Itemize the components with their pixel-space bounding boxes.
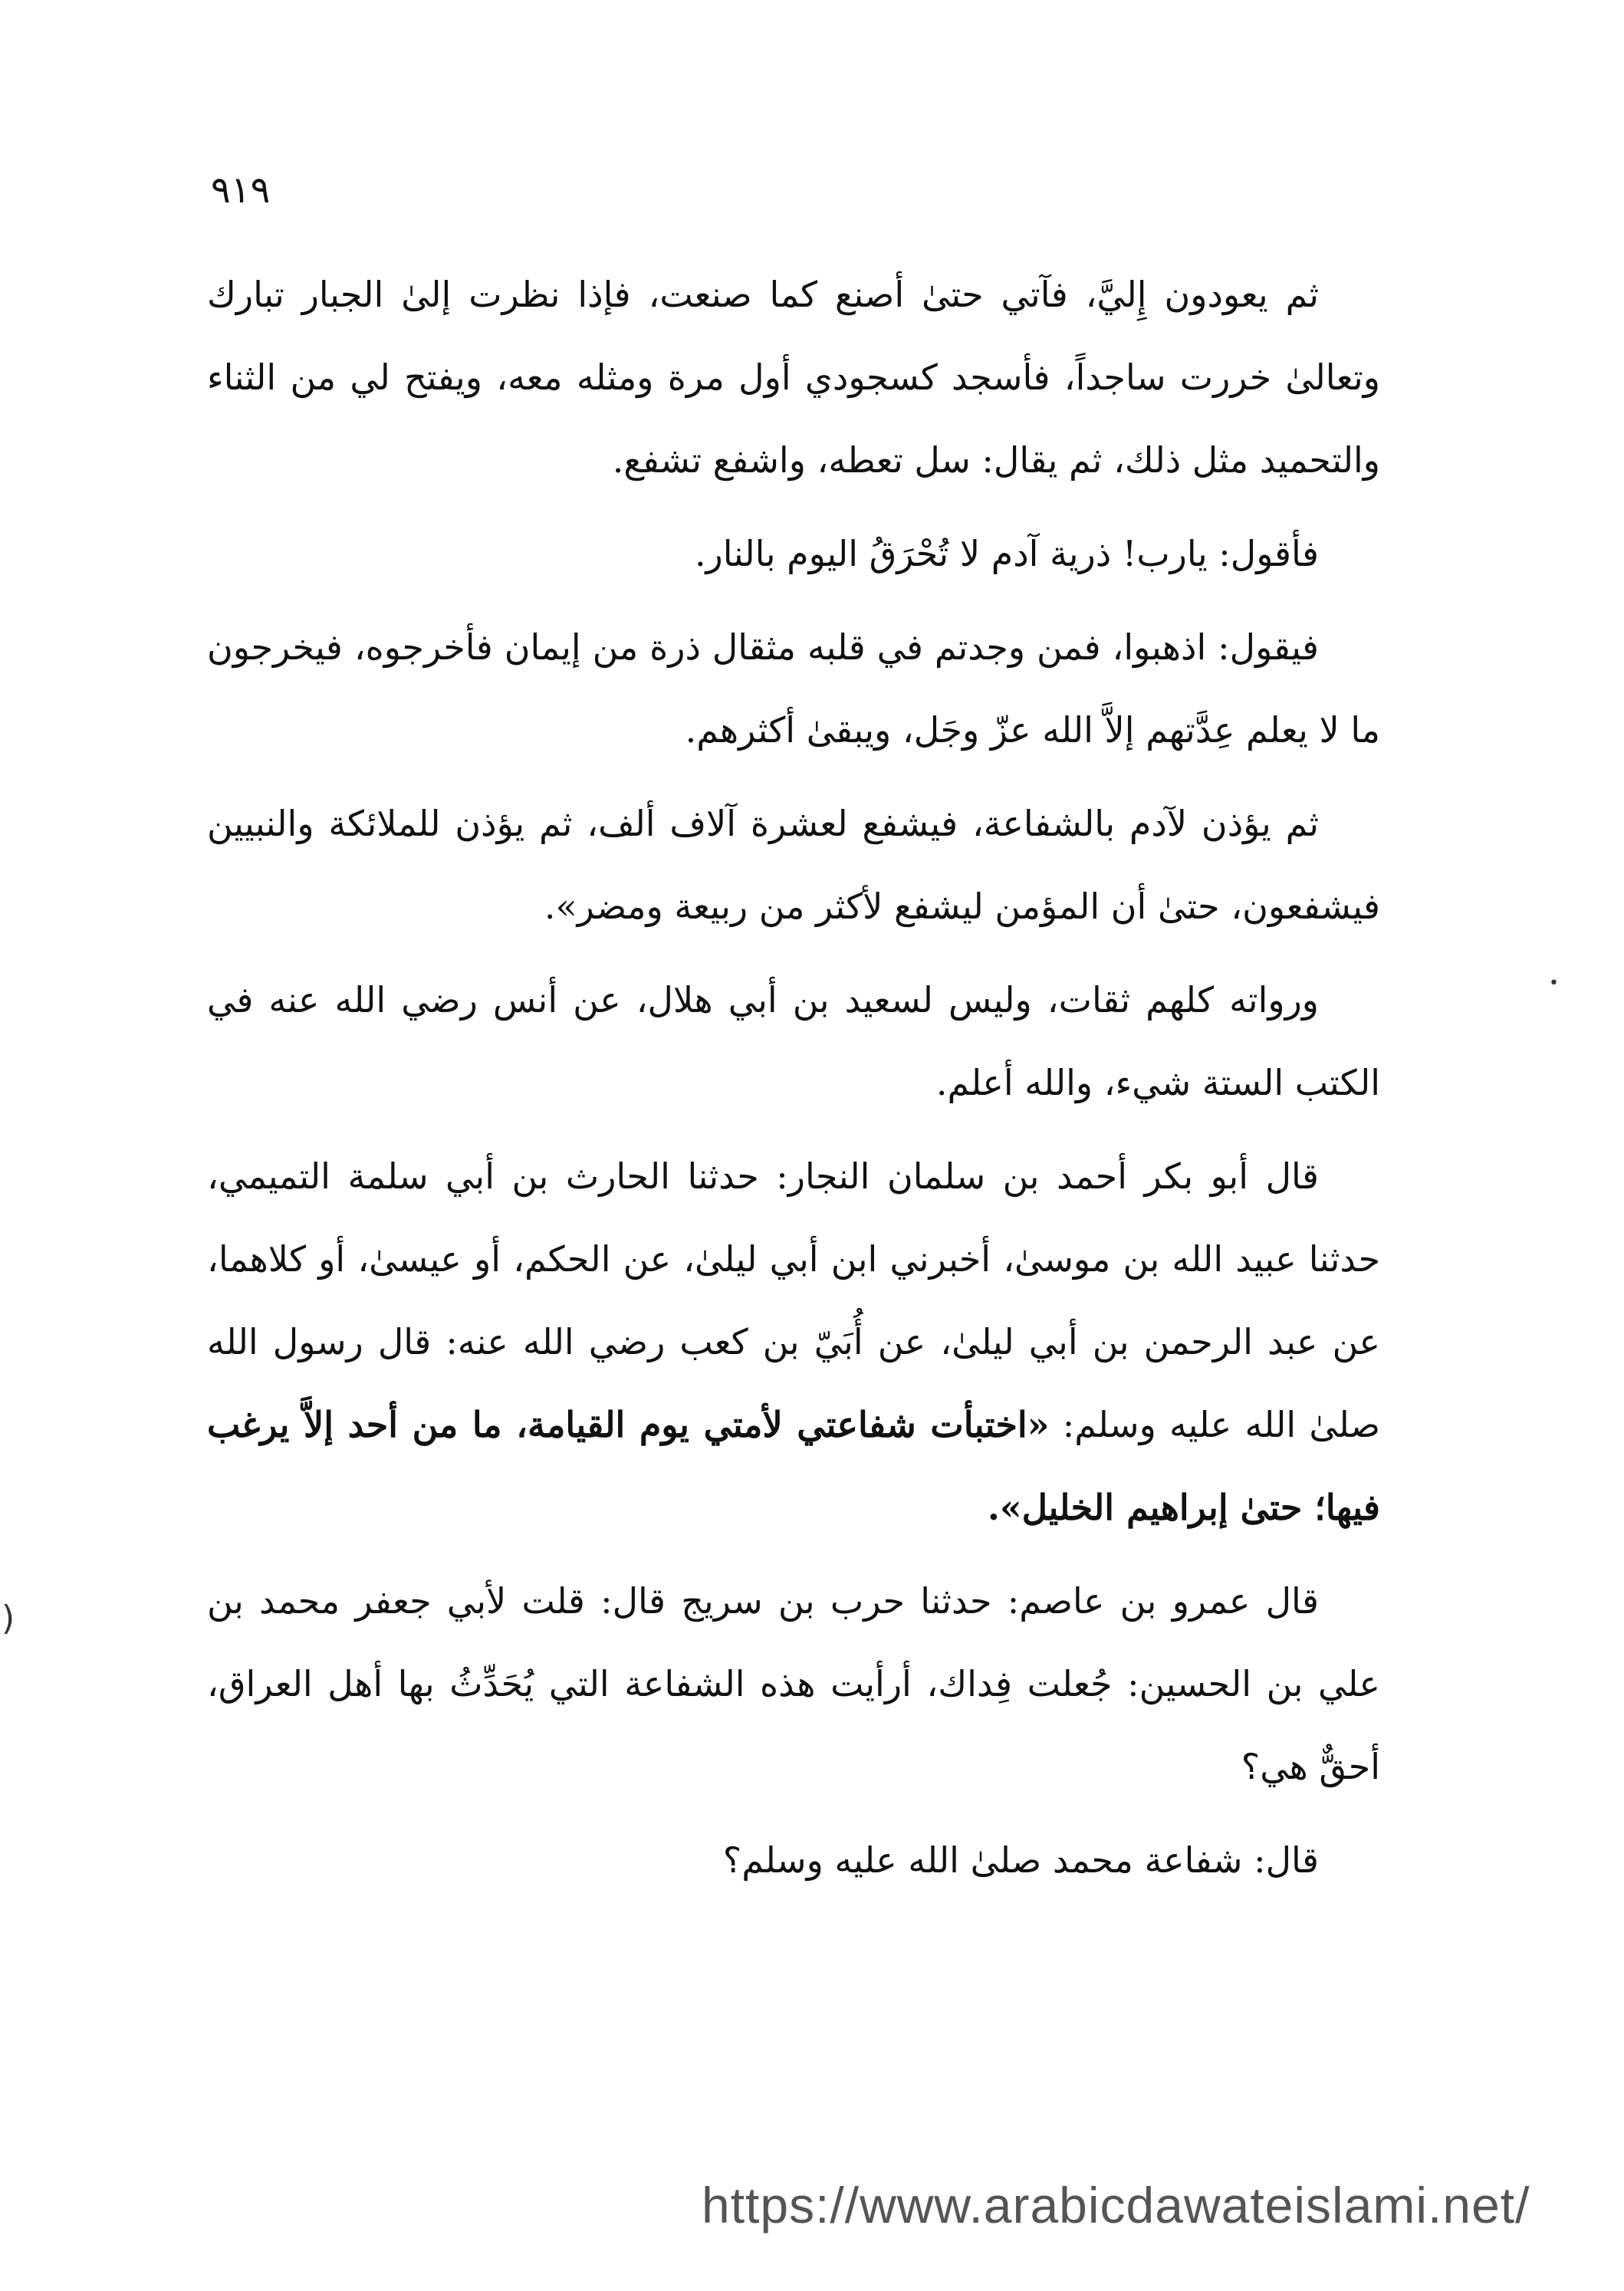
paragraph: قال عمرو بن عاصم: حدثنا حرب بن سريج قال: قلت لأبي جعفر محمد بن علي بن الحسين: جُعلت فِداك، أرأيت هذه الشفاعة التي يُحَدِّثُ بها أهل العراق، أحقٌّ هي؟ (207, 1580, 1380, 1787)
body-text (207, 253, 1380, 1912)
hadith-quote: «اختبأت شفاعتي لأمتي يوم القيامة، ما من أحد إلاَّ يرغب فيها؛ حتىٰ إبراهيم الخليل». (207, 1404, 1380, 1528)
paragraph (207, 1135, 1380, 1549)
paragraph: ثم يعودون إِليَّ، فآتي حتىٰ أصنع كما صنعت، فإذا نظرت إلىٰ الجبار تبارك وتعالىٰ خررت ساجداً، فأسجد كسجودي أول مرة ومثله معه، ويفتح لي من الثناء والتحميد مثل ذلك، ثم يقال: سل تعطه، واشفع تشفع. (207, 274, 1380, 481)
paragraph: ثم يؤذن لآدم بالشفاعة، فيشفع لعشرة آلاف ألف، ثم يؤذن للملائكة والنبيين فيشفعون، حتىٰ أن المؤمن ليشفع لأكثر من ربيعة ومضر». (207, 803, 1380, 927)
margin-bracket: ) (2, 1599, 15, 1638)
margin-dot: • (1549, 974, 1559, 993)
paragraph: قال: شفاعة محمد صلىٰ الله عليه وسلم؟ (722, 1839, 1319, 1881)
paragraph-text: قال أبو بكر أحمد بن سلمان النجار: حدثنا الحارث بن أبي سلمة التميمي، حدثنا عبيد الله بن موسىٰ، أخبرني ابن أبي ليلىٰ، عن الحكم، أو عيسىٰ، أو كلاهما، عن عبد الرحمن بن أبي ليلىٰ، عن أُبَيّ بن كعب رضي الله عنه: قال رسول الله صلىٰ الله عليه وسلم: (207, 1155, 1381, 1445)
paragraph: فيقول: اذهبوا، فمن وجدتم في قلبه مثقال ذرة من إيمان فأخرجوه، فيخرجون ما لا يعلم عِدَّتهم إلاَّ الله عزّ وجَل، ويبقىٰ أكثرهم. (207, 626, 1380, 751)
watermark-url: https://www.arabicdawateislami.net/ (702, 2177, 1530, 2233)
paragraph: ورواته كلهم ثقات، وليس لسعيد بن أبي هلال، عن أنس رضي الله عنه في الكتب الستة شيء، والله أعلم. (207, 979, 1380, 1103)
paragraph: فأقول: يارب! ذرية آدم لا تُحْرَقُ اليوم بالنار. (694, 533, 1319, 574)
page-number: ٩١٩ (211, 169, 271, 212)
